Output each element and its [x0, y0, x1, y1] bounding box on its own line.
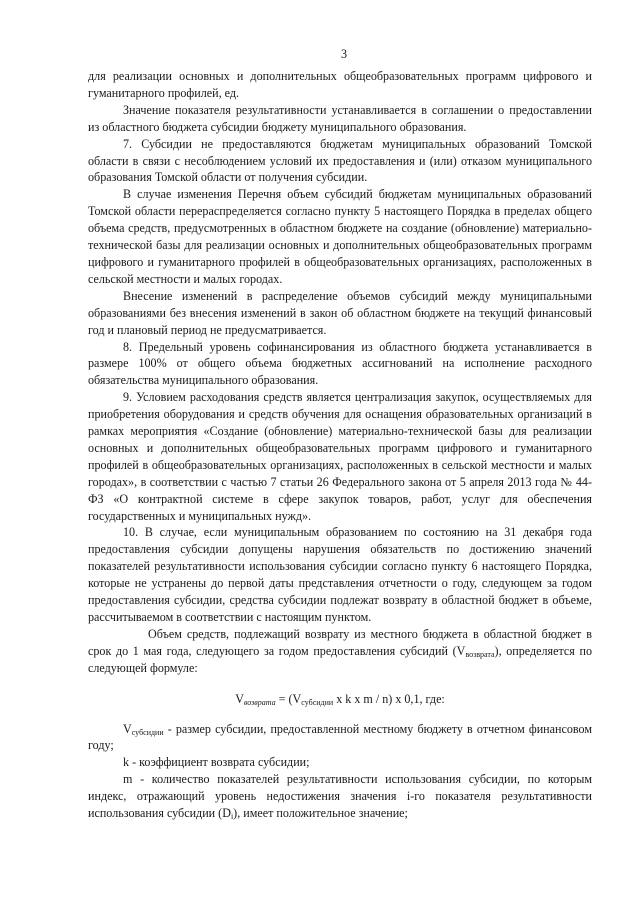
paragraph-item-8: 8. Предельный уровень софинансирования из областного бюджета устанавливается в размере 100% от общего объема бюджетных ассигнований на исполнение расходного обязательства муниципального образования.: [88, 339, 592, 388]
definition-v: V: [123, 721, 132, 736]
definition-m: [88, 771, 592, 822]
definition-m-tail: ), имеет положительное значение;: [233, 806, 408, 821]
definition-v-subscript: субсидии: [131, 727, 164, 737]
return-formula: [88, 691, 592, 708]
definition-k: k - коэффициент возврата субсидии;: [123, 755, 310, 770]
return-volume-tail: ), определяется по следующей формуле:: [88, 643, 592, 675]
definition-v-subsidy: [88, 721, 592, 755]
paragraph-distribution-change: Внесение изменений в распределение объемов субсидий между муниципальными образованиями без внесения изменений в закон об областном бюджете на текущий финансовый год и плановый период не предусматривается.: [88, 288, 592, 337]
formula-lhs-subscript: возврата: [243, 697, 276, 707]
definition-v-text: - размер субсидии, предоставленной местному бюджету в отчетном финансовом году;: [88, 721, 592, 753]
definition-m-text: m - количество показателей результативности использования субсидии, по которым индекс, отражающий уровень недостижения значения i-го показателя результативности использования субсидии (D: [88, 772, 592, 821]
paragraph-indicator-value: Значение показателя результативности устанавливается в соглашении о предоставлении из областного бюджета субсидии бюджету муниципального образования.: [88, 102, 592, 134]
document-body: [88, 68, 592, 822]
paragraph-return-volume: [88, 626, 592, 677]
definition-m-subscript: i: [230, 812, 234, 822]
formula-end: x k x m / n) x 0,1, где:: [333, 691, 445, 706]
return-volume-subscript: возврата: [465, 649, 495, 659]
paragraph-item-7: 7. Субсидии не предоставляются бюджетам муниципальных образований Томской области в связи с несоблюдением условий их предоставления и (или) отказом муниципального образования Томской области от получения субсидии.: [88, 136, 592, 185]
page-number: 3: [340, 47, 348, 61]
paragraph-item-10: 10. В случае, если муниципальным образованием по состоянию на 31 декабря года предоставления субсидии допущены нарушения обязательств по достижению значений показателей результативности использования субсидии согласно пункту 6 настоящего Порядка, которые не устранены до первой даты представления отчетности о году, следующем за годом предоставления субсидии, средства субсидии подлежат возврату в областной бюджет в объеме, рассчитываемом в соответствии с настоящим пунктом.: [88, 525, 592, 624]
return-volume-text: Объем средств, подлежащий возврату из местного бюджета в областной бюджет в срок до 1 мая года, следующего за годом предоставления субсидий (V: [88, 626, 592, 658]
paragraph-item-9: 9. Условием расходования средств является централизация закупок, осуществляемых для приобретения оборудования и средств обучения для оснащения образовательных организаций в рамках мероприятия «Создание (обновление) материально-технической базы для реализации основных и дополнительных общеобразовательных программ цифрового и гуманитарного профилей в общеобразовательных организациях, расположенных в сельской местности и малых городах», в соответствии с частью 7 статьи 26 Федерального закона от 5 апреля 2013 года № 44-ФЗ «О контрактной системе в сфере закупок товаров, работ, услуг для обеспечения государственных и муниципальных нужд».: [88, 390, 592, 523]
formula-v: V: [235, 691, 244, 706]
document-page: [88, 0, 592, 905]
paragraph-list-change: В случае изменения Перечня объем субсидий бюджетам муниципальных образований Томской области перераспределяется согласно пункту 5 настоящего Порядка в пределах общего объема средств, предусмотренных в областном бюджете на создание (обновление) материально-технической базы для реализации основных и дополнительных общеобразовательных программ цифрового и гуманитарного профилей в общеобразовательных организациях, расположенных в сельской местности и малых городах.: [88, 187, 592, 286]
formula-rhs-subscript: субсидии: [301, 697, 334, 707]
paragraph-continuation: для реализации основных и дополнительных общеобразовательных программ цифрового и гуманитарного профилей, ед.: [88, 69, 592, 100]
formula-middle: = (V: [275, 691, 302, 706]
